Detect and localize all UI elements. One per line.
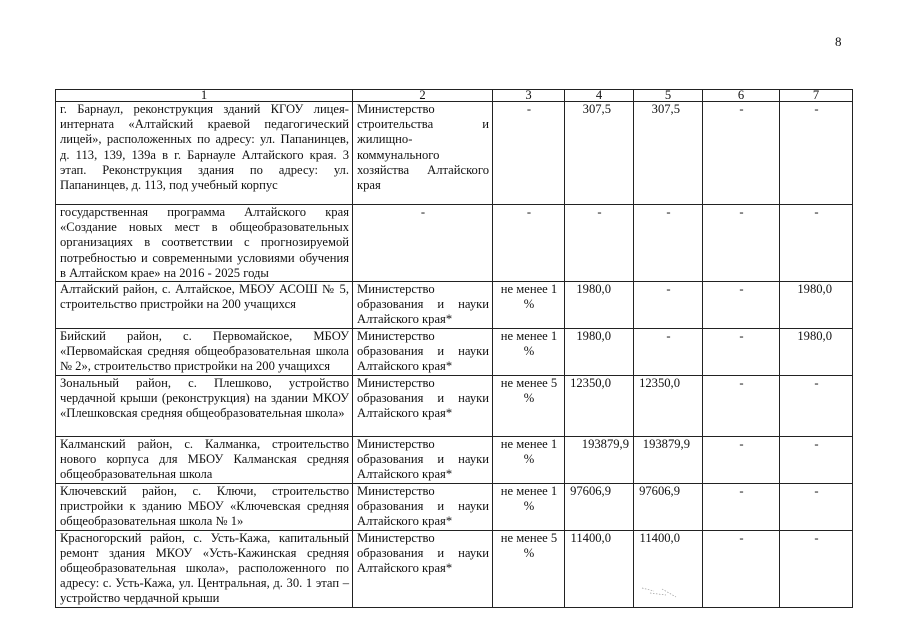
header-col-6: 6 [703,90,780,102]
header-col-3: 3 [493,90,565,102]
amount-total: 1980,0 [565,282,634,329]
table-row [56,376,853,437]
amount-year-3: 1980,0 [780,329,853,376]
amount-year-2: - [703,205,780,282]
object-description: г. Барнаул, реконструкция зданий КГОУ лицея-интерната «Алтайский краевой педагогический лицей», расположенных по адресу: ул. Папанинцев, д. 113, 139, 139а в г. Барнауле Алтайского края. 3 этап. Реконструкция здания по адресу: ул. Папанинцев, д. 113, под учебный корпус [56,102,353,205]
amount-year-2: - [703,329,780,376]
amount-total: 1980,0 [565,329,634,376]
cofinancing-share: не менее 1 % [493,437,565,484]
amount-year-3: - [780,483,853,530]
amount-year-1: 193879,9 [634,437,703,484]
amount-year-3: - [780,530,853,607]
amount-year-3: - [780,205,853,282]
amount-year-2: - [703,437,780,484]
amount-year-3: - [780,102,853,205]
amount-year-1: - [634,282,703,329]
amount-year-2: - [703,483,780,530]
header-col-7: 7 [780,90,853,102]
responsible-body: Министерство образования и науки Алтайского края* [353,483,493,530]
amount-year-1: 307,5 [634,102,703,205]
responsible-body: - [353,205,493,282]
responsible-body: Министерство образования и науки Алтайского края* [353,530,493,607]
page-number: 8 [835,34,842,49]
amount-total: - [565,205,634,282]
responsible-body: Министерство образования и науки Алтайского края* [353,376,493,437]
amount-year-1: 11400,0 [634,530,703,607]
responsible-body: Министерство образования и науки Алтайского края* [353,282,493,329]
cofinancing-share: - [493,102,565,205]
table-row [56,329,853,376]
amount-year-1: 97606,9 [634,483,703,530]
cofinancing-share: не менее 1 % [493,329,565,376]
object-description: Калманский район, с. Калманка, строительство нового корпуса для МБОУ Калманская средняя общеобразовательная школа [56,437,353,484]
amount-year-2: - [703,102,780,205]
responsible-body: Министерство образования и науки Алтайского края* [353,437,493,484]
object-description: Алтайский район, с. Алтайское, МБОУ АСОШ № 5, строительство пристройки на 200 учащихся [56,282,353,329]
amount-year-3: - [780,376,853,437]
object-description: Красногорский район, с. Усть-Кажа, капитальный ремонт здания МКОУ «Усть-Кажинская средняя общеобразовательная школа», расположенного по адресу: с. Усть-Кажа, ул. Центральная, д. 30. 1 этап – устройство чердачной крыши [56,530,353,607]
cofinancing-share: не менее 5 % [493,376,565,437]
cofinancing-share: - [493,205,565,282]
scan-artifact [640,585,680,599]
amount-year-3: 1980,0 [780,282,853,329]
amount-total: 193879,9 [565,437,634,484]
amount-year-3: - [780,437,853,484]
amount-total: 11400,0 [565,530,634,607]
table-row [56,102,853,205]
amount-year-1: - [634,205,703,282]
cofinancing-share: не менее 1 % [493,483,565,530]
object-description: государственная программа Алтайского края «Создание новых мест в общеобразовательных организациях в соответствии с прогнозируемой потребностью и современными условиями обучения в Алтайском крае» на 2016 - 2025 годы [56,205,353,282]
amount-year-2: - [703,530,780,607]
cofinancing-share: не менее 5 % [493,530,565,607]
program-table [55,89,853,608]
table-row [56,205,853,282]
amount-year-2: - [703,376,780,437]
table-row [56,530,853,607]
header-col-4: 4 [565,90,634,102]
amount-total: 307,5 [565,102,634,205]
header-col-1: 1 [56,90,353,102]
object-description: Ключевский район, с. Ключи, строительство пристройки к зданию МБОУ «Ключевская средняя общеобразовательная школа № 1» [56,483,353,530]
cofinancing-share: не менее 1 % [493,282,565,329]
amount-year-1: 12350,0 [634,376,703,437]
responsible-body: Министерство образования и науки Алтайского края* [353,329,493,376]
header-col-2: 2 [353,90,493,102]
table-header-row [56,90,853,102]
header-col-5: 5 [634,90,703,102]
table-row [56,483,853,530]
amount-total: 97606,9 [565,483,634,530]
amount-year-1: - [634,329,703,376]
amount-total: 12350,0 [565,376,634,437]
object-description: Бийский район, с. Первомайское, МБОУ «Первомайская средняя общеобразовательная школа № 2», строительство пристройки на 200 учащихся [56,329,353,376]
responsible-body: Министерство строительства и жилищно-коммунального хозяйства Алтайского края [353,102,493,205]
table-row [56,437,853,484]
amount-year-2: - [703,282,780,329]
object-description: Зональный район, с. Плешково, устройство чердачной крыши (реконструкция) на здании МКОУ «Плешковская средняя общеобразовательная школа» [56,376,353,437]
table-row [56,282,853,329]
